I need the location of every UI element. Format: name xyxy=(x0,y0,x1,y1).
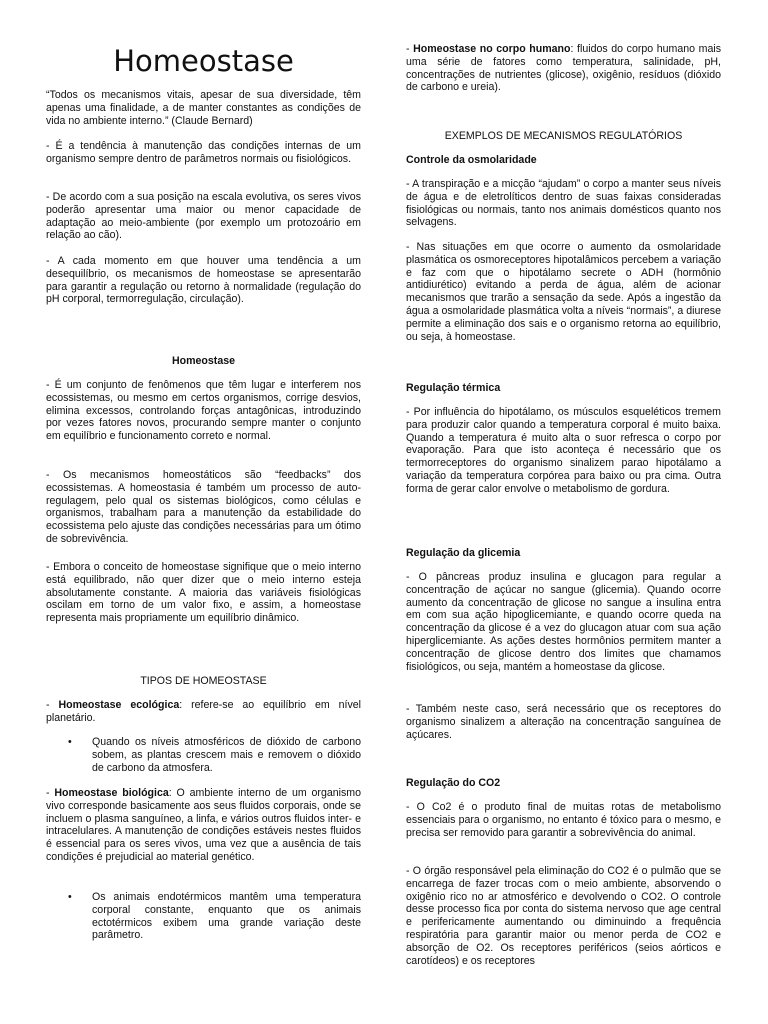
bullet-item-co2-plants xyxy=(46,736,361,774)
definition-paragraph: - É a tendência à manutenção das condições internas de um organismo sempre dentro de parâmetros normais ou fisiológicos. xyxy=(46,140,361,165)
bullet-icon: • xyxy=(68,736,72,748)
equilibrium-paragraph: - Embora o conceito de homeostase signifique que o meio interno está equilibrado, não quer dizer que o meio interno esteja absolutamente constante. A maioria das variáveis fisiológicas oscilam em torno de um valor fixo, e assim, a homeostase representa mais propriamente um equilíbrio dinâmico. xyxy=(46,561,361,625)
bullet-text: Quando os níveis atmosféricos de dióxido de carbono sobem, as plantas crescem mais e removem o dióxido de carbono da atmosfera. xyxy=(92,736,361,774)
ecosystem-paragraph: - É um conjunto de fenômenos que têm lugar e interferem nos ecossistemas, ou mesmo em certos organismos, corrige desvios, elimina excessos, controlando forças antagônicas, introduzindo por vezes fatores novos, procurando sempre manter o conjunto em equilíbrio e funcionamento correto e normal. xyxy=(46,379,361,443)
ecological-paragraph xyxy=(46,699,361,725)
co2-title: Regulação do CO2 xyxy=(406,777,501,789)
human-body-paragraph xyxy=(406,43,721,94)
human-text: : fluidos do corpo humano mais uma série de fatores como temperatura, salinidade, pH, concentrações de nutrientes (glicose), oxigênio, resíduos (dióxido de carbono e ureia). xyxy=(406,43,721,94)
thermal-title: Regulação térmica xyxy=(406,382,501,394)
regulation-paragraph: - A cada momento em que houver uma tendência a um desequilíbrio, os mecanismos de homeostase se apresentarão para garantir a regulação ou retorno à normalidade (regulação do pH corporal, termorregulação, circulação). xyxy=(46,255,361,306)
bullet-item-endotherms xyxy=(46,891,361,942)
ecological-term: Homeostase ecológica xyxy=(58,699,180,711)
biological-text: : O ambiente interno de um organismo vivo corresponde basicamente aos seus fluidos corporais, onde se incluem o plasma sanguíneo, a linfa, e vários outros fluidos inter- e intracelulares. A manutenção de condições estáveis nestes fluidos é essencial para os seres vivos, uma vez que a ausência de tais condições é prejudicial ao material genético. xyxy=(46,787,361,863)
ecological-text: : refere-se ao equilíbrio em nível planetário. xyxy=(46,699,361,724)
thermal-paragraph: - Por influência do hipotálamo, os músculos esqueléticos tremem para produzir calor quando a temperatura corporal é muito baixa. Quando a temperatura é muito alta o suor refresca o corpo por evaporação. Para que isto aconteça é necessário que os termorreceptores do organismo sinalizem parao hipotálamo a variação da temperatura corpórea para baixo ou pra cima. Outra forma de gerar calor envolve o metabolismo de gordura. xyxy=(406,406,721,495)
ecological-prefix: - xyxy=(46,699,59,711)
examples-heading: EXEMPLOS DE MECANISMOS REGULATÓRIOS xyxy=(444,130,683,142)
bullet-icon: • xyxy=(68,891,72,903)
homeostase-heading: Homeostase xyxy=(172,355,235,367)
glycemia-title: Regulação da glicemia xyxy=(406,547,521,559)
feedback-paragraph: - Os mecanismos homeostáticos são “feedbacks” dos ecossistemas. A homeostasia é também um processo de auto-regulagem, pelo qual os sistemas biológicos, como células e organismos, trabalham para a manutenção da estabilidade do ecossistema pelo ajuste das condições necessárias para um ótimo de sobrevivência. xyxy=(46,469,361,545)
co2-paragraph-1: - O Co2 é o produto final de muitas rotas de metabolismo essenciais para o organismo, no entanto é tóxico para o mesmo, e precisa ser removido para garantir a sobrevivência do animal. xyxy=(406,801,721,839)
quote-paragraph: “Todos os mecanismos vitais, apesar de sua diversidade, têm apenas uma finalidade, a de manter constantes as condições de vida no ambiente interno.” (Claude Bernard) xyxy=(46,89,361,127)
osmolarity-title: Controle da osmolaridade xyxy=(406,154,537,166)
osmolarity-paragraph-1: - A transpiração e a micção “ajudam” o corpo a manter seus níveis de água e de eletrolíticos dentro de suas faixas consideradas fisiológicas ou normais, tanto nos animais domésticos quanto nos selvagens. xyxy=(406,178,721,229)
osmolarity-paragraph-2: - Nas situações em que ocorre o aumento da osmolaridade plasmática os osmoreceptores hipotalâmicos percebem a variação e faz com que o hipotálamo secrete o ADH (hormônio antidiurético) evitando a perda de água, além de acionar mecanismos que trarão a sensação da sede. Após a ingestão da água a osmolaridade plasmática volta a níveis “normais”, a diurese permite a eliminação dos sais e o organismo retorna ao equilíbrio, ou seja, à homeostase. xyxy=(406,241,721,343)
biological-term: Homeostase biológica xyxy=(54,787,169,799)
biological-prefix: - xyxy=(46,787,55,799)
human-term: Homeostase no corpo humano xyxy=(413,43,571,55)
biological-paragraph xyxy=(46,787,361,864)
glycemia-paragraph-1: - O pâncreas produz insulina e glucagon para regular a concentração de açúcar no sangue (glicemia). Quando ocorre aumento da concentração de glicose no sangue a insulina entra em com sua ação hipoglicemiante, e quando ocorre queda na concentração da glicose é a vez do glucagon atuar com sua ação hiperglicemiante. As ações destes hormônios permitem manter a concentração de glicose dentro dos limites que chamamos fisiológicos, ou seja, mantém a homeostase da glicose. xyxy=(406,571,721,673)
glycemia-paragraph-2: - Também neste caso, será necessário que os receptores do organismo sinalizem a alteração na concentração sanguínea de açúcares. xyxy=(406,703,721,741)
evolution-paragraph: - De acordo com a sua posição na escala evolutiva, os seres vivos poderão apresentar uma maior ou menor capacidade de adaptação ao meio-ambiente (por exemplo um protozoário em relação ao cão). xyxy=(46,191,361,242)
types-heading: TIPOS DE HOMEOSTASE xyxy=(140,675,267,687)
page-title: Homeostase xyxy=(113,44,294,78)
bullet-text: Os animais endotérmicos mantêm uma temperatura corporal constante, enquanto que os animais ectotérmicos exibem uma grande variação deste parâmetro. xyxy=(92,891,361,942)
co2-paragraph-2: - O órgão responsável pela eliminação do CO2 é o pulmão que se encarrega de fazer trocas com o meio ambiente, absorvendo o oxigênio rico no ar atmosférico e devolvendo o CO2. O controle desse processo fica por conta do sistema nervoso que age central e perifericamente aumentando ou diminuindo a frequência respiratória para garantir maior ou menor perda de CO2 e absorção de O2. Os receptores periféricos (seios aórticos e carotídeos) e os receptores xyxy=(406,865,721,967)
human-prefix: - xyxy=(406,43,414,55)
